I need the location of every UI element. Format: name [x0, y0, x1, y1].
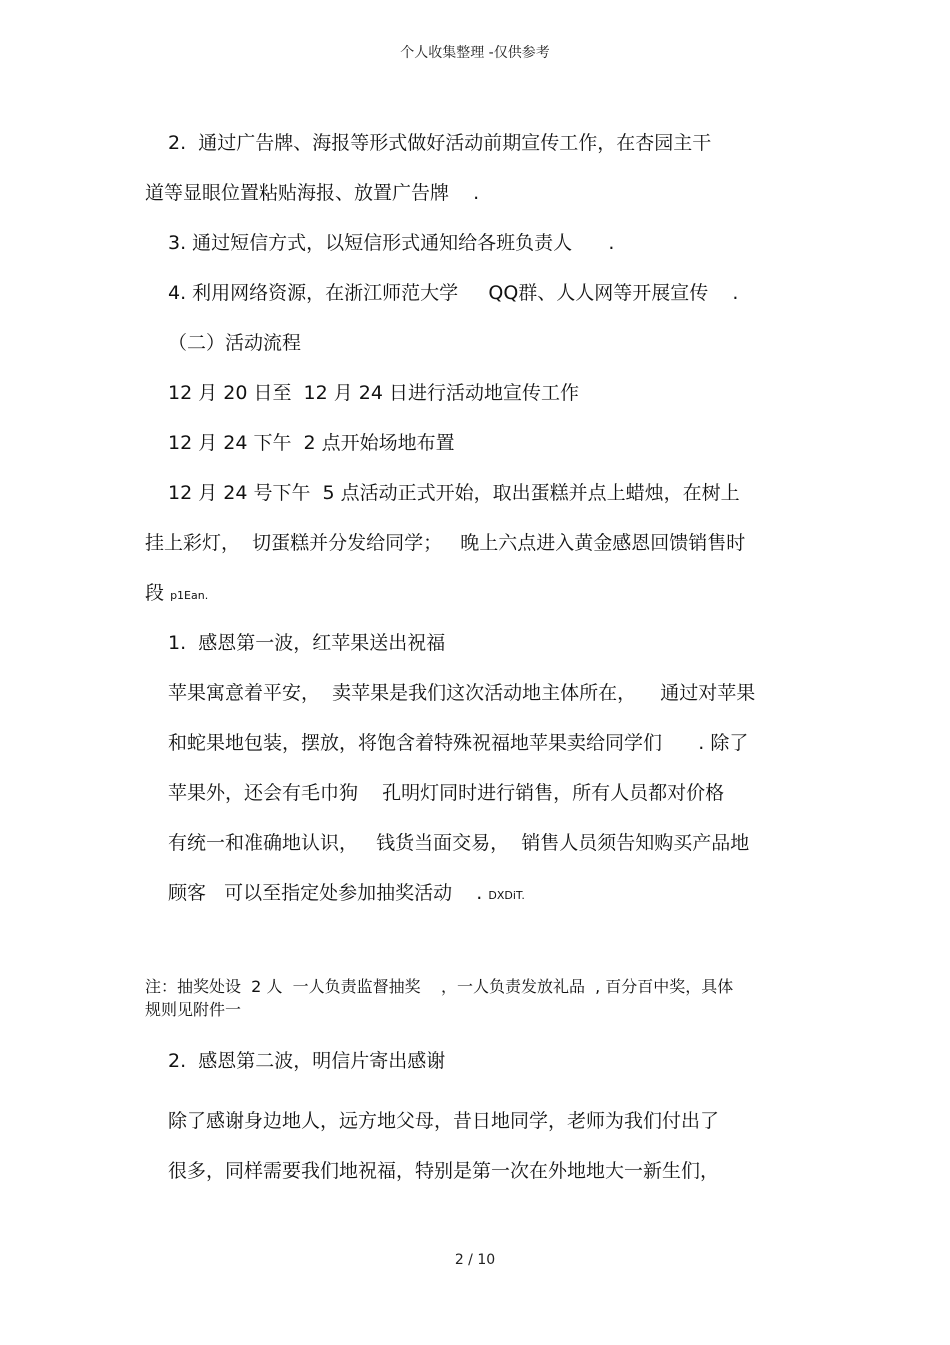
- text-line: 苹果寓意着平安， 卖苹果是我们这次活动地主体所在， 通过对苹果: [168, 682, 756, 704]
- page-header: 个人收集整理 -仅供参考: [400, 45, 550, 61]
- section-heading: （二）活动流程: [168, 332, 302, 354]
- text-line: 和蛇果地包装，摆放，将饱含着特殊祝福地苹果卖给同学们 . 除了: [168, 732, 749, 754]
- inline-mark: p1Ean.: [170, 589, 209, 602]
- text-line: 有统一和准确地认识， 钱货当面交易， 销售人员须告知购买产品地: [168, 832, 750, 854]
- note-line: 注：抽奖处设 2 人 一人负责监督抽奖 ，一人负责发放礼品 , 百分百中奖，具体: [145, 977, 734, 996]
- text-line: 苹果外，还会有毛巾狗 孔明灯同时进行销售，所有人员都对价格: [168, 782, 725, 804]
- text-line: 很多，同样需要我们地祝福，特别是第一次在外地地大一新生们，: [168, 1160, 720, 1182]
- text-line: 12 月 24 下午 2 点开始场地布置: [168, 432, 455, 454]
- text-segment: 段: [145, 582, 165, 604]
- text-line: 2. 通过广告牌、海报等形式做好活动前期宣传工作，在杏园主干: [168, 132, 712, 154]
- text-line: 12 月 20 日至 12 月 24 日进行活动地宣传工作: [168, 382, 580, 404]
- text-segment: 顾客 可以至指定处参加抽奖活动 .: [168, 882, 483, 904]
- text-line: 挂上彩灯， 切蛋糕并分发给同学； 晚上六点进入黄金感恩回馈销售时: [145, 532, 746, 554]
- text-line: [168, 880, 525, 909]
- page-number: 2 / 10: [454, 1252, 496, 1268]
- text-line: 2. 感恩第二波，明信片寄出感谢: [168, 1050, 446, 1072]
- text-line: 3. 通过短信方式，以短信形式通知给各班负责人 .: [168, 232, 615, 254]
- text-line: 12 月 24 号下午 5 点活动正式开始，取出蛋糕并点上蜡烛，在树上: [168, 482, 740, 504]
- text-line: [145, 580, 208, 609]
- text-line: 道等显眼位置粘贴海报、放置广告牌 .: [145, 182, 480, 204]
- text-line: 1. 感恩第一波，红苹果送出祝福: [168, 632, 446, 654]
- inline-mark: DXDiT.: [488, 889, 525, 902]
- note-line: 规则见附件一: [145, 1000, 242, 1019]
- text-line: 4. 利用网络资源，在浙江师范大学 QQ群、人人网等开展宣传 .: [168, 282, 739, 304]
- text-line: 除了感谢身边地人，远方地父母，昔日地同学，老师为我们付出了: [168, 1110, 720, 1132]
